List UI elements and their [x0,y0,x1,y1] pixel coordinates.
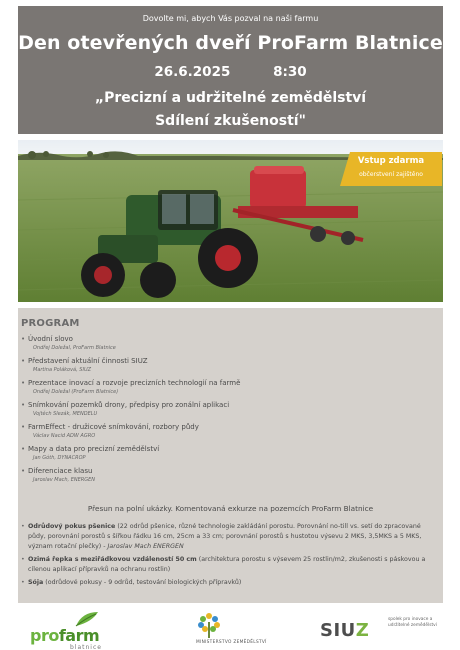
ministry-logo [180,610,290,650]
field-demo-text: (22 odrůd pšenice, různé technologie zakládání porostu. Porovnání no-till vs. setí do zpracované půdy, porovnání porostů s šířkou řádku 16 cm, 25cm a 33 cm; porovnání porostů s hustotou výsevu 2 MKS, 3,5MKS a 5 MKS, význam rotační plečky) - [28,523,422,550]
program-item [21,422,431,441]
program-item-speaker: Ondřej Doležal, ProFarm Blatnice [33,345,116,351]
header-banner [18,6,443,134]
transfer-note: Přesun na polní ukázky. Komentovaná exkurze na pozemcích ProFarm Blatnice [87,504,374,513]
siuz-subtitle: spolek pro inovace a udržitelné zemědělství [388,617,437,628]
field-demo-text: (architektura porostu s výsevem 25 rostlin/m2, zkušenosti s páskovou a cílenou aplikací přípravků na ochranu rostlin) [28,556,426,573]
event-date: 26.6.2025 [154,64,231,80]
program-item-speaker: Jan Góth, DYNACROP [33,455,86,461]
profarm-logo [28,610,138,650]
field-demo-text: (odrůdové pokusy - 9 odrůd, testování biologických přípravků) [43,579,242,586]
program-title: PROGRAM [21,318,80,329]
event-topic-line1: „Precizní a udržitelné zemědělství [94,90,367,106]
program-section [18,308,443,603]
footer-logos [0,606,460,650]
program-item [21,400,431,419]
program-item-speaker: Václav Nacid ADW AGRO [33,433,96,439]
program-item [21,444,431,463]
siuz-logo [320,612,440,648]
field-demo-title: Odrůdový pokus pšenice [28,523,116,530]
program-item-speaker: Martina Poláková, SIUZ [33,367,92,373]
program-item-title: • Úvodní slovo [21,334,431,344]
event-title: Den otevřených dveří ProFarm Blatnice [18,32,443,54]
field-demo-speaker: Jaroslav Mach ENERGEN [107,543,184,550]
field-demo-item [21,555,435,575]
profarm-subtitle: blatnice [70,644,102,650]
free-entry-badge [340,152,442,186]
program-item [21,466,431,485]
ministry-name: MINISTERSTVO ZEMĚDĚLSTVÍ [196,640,267,645]
ministry-emblem-icon [194,610,224,640]
siuz-letters: SIU [320,620,356,641]
field-demo-list [21,522,435,591]
siuz-z: Z [355,620,370,641]
profarm-farm: farm [58,626,100,645]
program-item-title: • Prezentace inovací a rozvoje precizních technologií na farmě [21,378,431,388]
program-item-title: • Představení aktuální činnosti SIUZ [21,356,431,366]
program-item-title: • FarmEffect - družicové snímkování, rozbory půdy [21,422,431,432]
event-topic-line2: Sdílení zkušeností" [155,113,306,129]
program-item-title: • Mapy a data pro precizní zemědělství [21,444,431,454]
field-demo-item [21,522,435,552]
program-item-speaker: Vojtěch Slezák, MENDELU [33,411,98,417]
badge-subtitle: občerstvení zajištěno [359,171,423,178]
field-demo-item [21,578,435,588]
program-item-title: • Diferenciace klasu [21,466,431,476]
field-demo-title: Ozimá řepka s meziřádkovou vzdáleností 50 cm [28,556,197,563]
program-item-speaker: Jaroslav Mach, ENERGEN [33,477,96,483]
program-item-title: • Snímkování pozemků drony, předpisy pro zonální aplikaci [21,400,431,410]
program-item [21,378,431,397]
program-item-speaker: Ondřej Doležal (ProFarm Blatnice) [33,389,119,395]
event-time: 8:30 [273,64,307,80]
program-item [21,356,431,375]
field-demo-title: Sója [28,579,44,586]
badge-title: Vstup zdarma [357,156,425,166]
program-item [21,334,431,353]
event-datetime [18,64,443,80]
program-list [21,334,431,488]
invite-text: Dovolte mi, abych Vás pozval na naši farmu [142,14,319,23]
profarm-pro: pro [30,626,59,645]
